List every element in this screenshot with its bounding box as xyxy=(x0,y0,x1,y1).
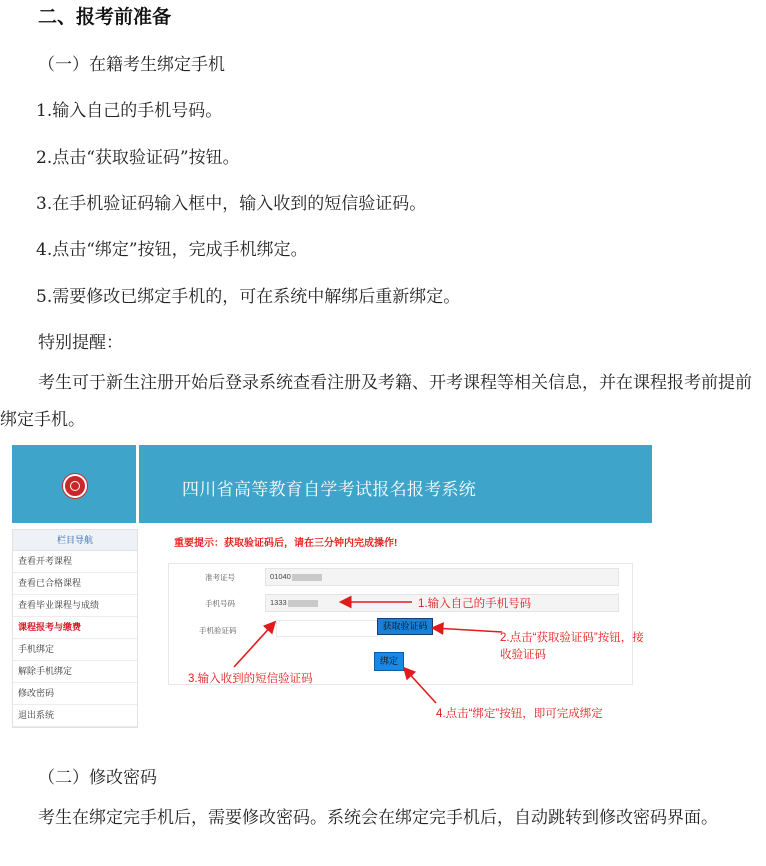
annotation-1: 1.输入自己的手机号码 xyxy=(418,598,532,610)
exam-no-label: 准考证号 xyxy=(205,573,235,582)
section-title: 二、报考前准备 xyxy=(38,6,172,28)
bind-button[interactable]: 绑定 xyxy=(374,652,404,671)
nav-item-passed-courses[interactable]: 查看已合格课程 xyxy=(13,573,137,595)
nav-item-graduation-grades[interactable]: 查看毕业课程与成绩 xyxy=(13,595,137,617)
nav-item-logout[interactable]: 退出系统 xyxy=(13,705,137,727)
step-1: 1.输入自己的手机号码。 xyxy=(36,101,223,121)
step-5: 5.需要修改已绑定手机的，可在系统中解绑后重新绑定。 xyxy=(36,287,461,307)
code-label: 手机验证码 xyxy=(199,626,237,635)
annotation-arrows xyxy=(12,445,712,730)
arrow-2 xyxy=(434,628,502,632)
annotation-3: 3.输入收到的短信验证码 xyxy=(188,673,313,685)
step-3: 3.在手机验证码输入框中，输入收到的短信验证码。 xyxy=(36,194,427,214)
reminder-title: 特别提醒： xyxy=(38,333,123,353)
nav-header: 栏目导航 xyxy=(13,530,137,551)
system-title: 四川省高等教育自学考试报名报考系统 xyxy=(182,480,477,499)
arrow-3 xyxy=(234,623,274,667)
annotation-4: 4.点击“绑定”按钮，即可完成绑定 xyxy=(436,708,603,720)
get-code-button[interactable]: 获取验证码 xyxy=(378,619,432,634)
phone-value: 1333 xyxy=(270,598,287,607)
nav-item-registration-payment[interactable]: 课程报考与缴费 xyxy=(13,617,137,639)
nav-item-bind-phone[interactable]: 手机绑定 xyxy=(13,639,137,661)
system-screenshot xyxy=(12,445,712,730)
nav-item-change-password[interactable]: 修改密码 xyxy=(13,683,137,705)
nav-item-unbind-phone[interactable]: 解除手机绑定 xyxy=(13,661,137,683)
exam-no-value: 01040 xyxy=(270,572,291,581)
reminder-text: 考生可于新生注册开始后登录系统查看注册及考籍、开考课程等相关信息，并在课程报考前提前绑定手机。 xyxy=(0,373,752,430)
step-4: 4.点击“绑定”按钮，完成手机绑定。 xyxy=(36,240,308,260)
nav-item-open-courses[interactable]: 查看开考课程 xyxy=(13,551,137,573)
step-2: 2.点击“获取验证码”按钮。 xyxy=(36,148,240,168)
phone-label: 手机号码 xyxy=(205,599,235,608)
arrow-4 xyxy=(405,669,436,703)
annotation-2-line2: 收验证码 xyxy=(500,649,546,661)
subsection-title-1: （一）在籍考生绑定手机 xyxy=(38,55,225,75)
subsection-title-2: （二）修改密码 xyxy=(38,768,157,788)
important-notice: 重要提示：获取验证码后，请在三分钟内完成操作! xyxy=(174,538,398,549)
annotation-2-line1: 2.点击“获取验证码”按钮，接 xyxy=(500,632,644,644)
final-paragraph: 考生在绑定完手机后，需要修改密码。系统会在绑定完手机后，自动跳转到修改密码界面。 xyxy=(38,808,718,828)
